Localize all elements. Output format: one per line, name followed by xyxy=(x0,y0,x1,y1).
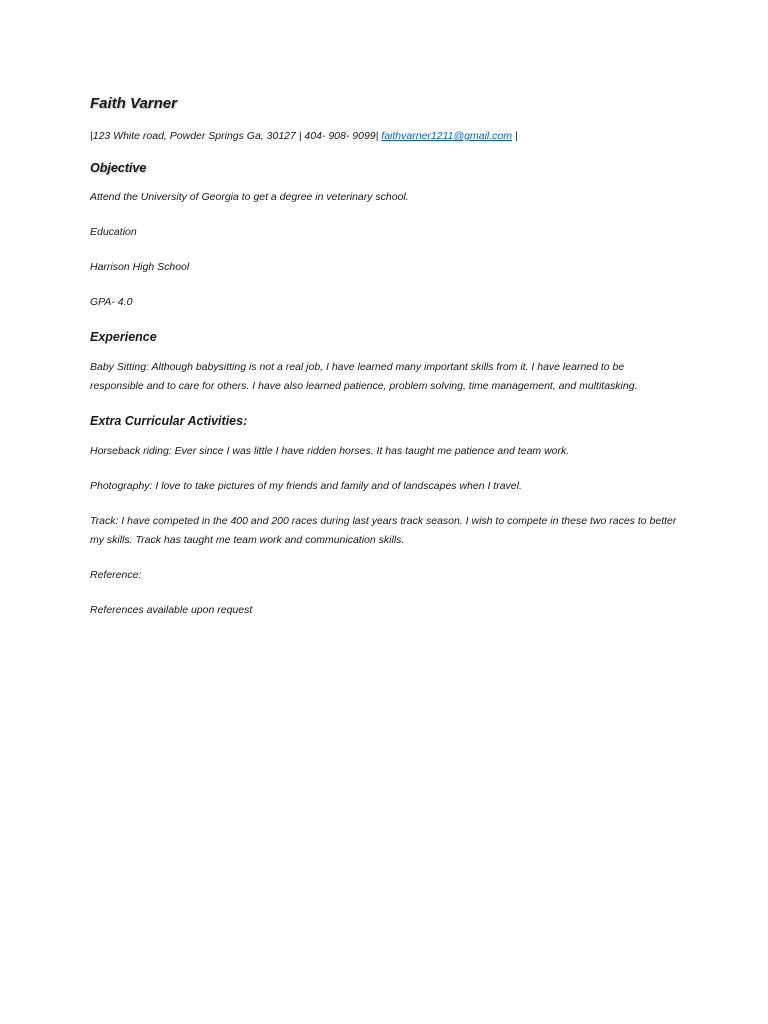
resume-name: Faith Varner xyxy=(90,95,177,112)
reference-text: References available upon request xyxy=(90,604,253,616)
education-label: Education xyxy=(90,226,137,238)
education-school: Harrison High School xyxy=(90,261,190,273)
experience-text: Baby Sitting: Although babysitting is not a real job, I have learned many important skills from it. I have learned to be responsible and to care for others. I have also learned patience, problem solving, time management, and multitasking. xyxy=(90,361,638,392)
resume-page xyxy=(90,94,680,636)
experience-heading: Experience xyxy=(90,330,157,344)
education-gpa: GPA- 4.0 xyxy=(90,296,133,308)
activity-horseback: Horseback riding: Ever since I was little I have ridden horses. It has taught me patience and team work. xyxy=(90,445,570,457)
contact-trailing: | xyxy=(514,130,518,142)
activity-photography: Photography: I love to take pictures of my friends and family and of landscapes when I travel. xyxy=(90,480,522,492)
activities-heading: Extra Curricular Activities: xyxy=(90,414,248,428)
contact-line xyxy=(90,128,680,144)
objective-text: Attend the University of Georgia to get a degree in veterinary school. xyxy=(90,191,409,203)
activity-track: Track: I have competed in the 400 and 200 races during last years track season. I wish to compete in these two races to better my skills. Track has taught me team work and communication skills. xyxy=(90,515,677,546)
address-phone: |123 White road, Powder Springs Ga, 30127 | 404- 908- 9099| xyxy=(90,130,379,142)
email-link[interactable]: faithvarner1211@gmail.com xyxy=(381,130,512,142)
objective-heading: Objective xyxy=(90,161,147,175)
reference-label: Reference: xyxy=(90,569,142,581)
